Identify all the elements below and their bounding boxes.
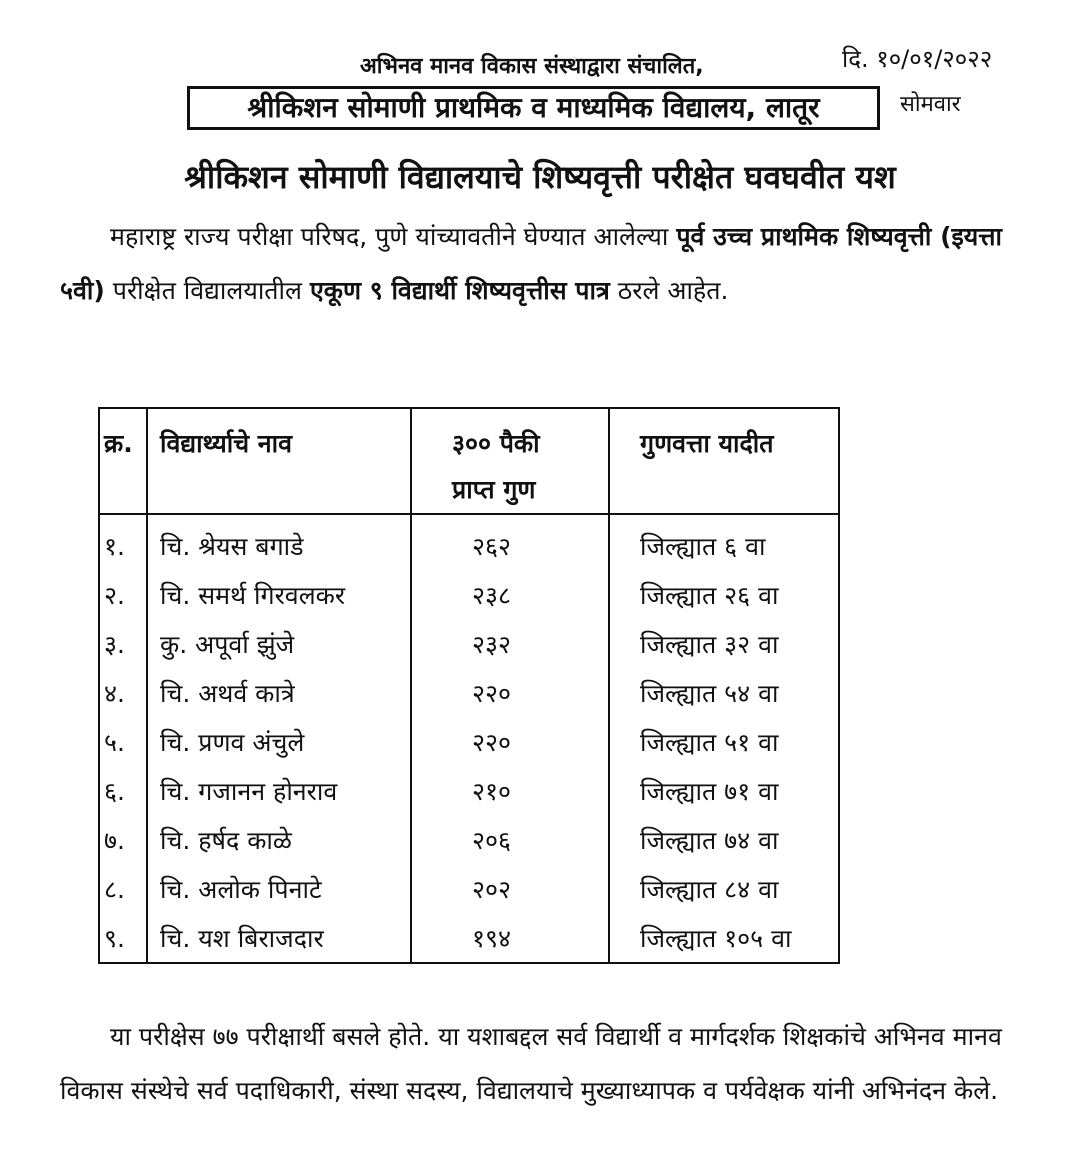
cell-serial: ३. <box>104 629 125 659</box>
cell-merit: जिल्ह्यात ७१ वा <box>609 766 839 815</box>
cell-name: चि. हर्षद काळे <box>147 815 411 864</box>
cell-name: चि. यश बिराजदार <box>147 913 411 963</box>
cell-marks: २६२ <box>411 514 609 570</box>
cell-serial: १. <box>104 531 125 561</box>
intro-text-3: ठरले आहेत. <box>609 276 729 305</box>
cell-marks: २१० <box>411 766 609 815</box>
table-row <box>99 668 839 717</box>
cell-marks: २०२ <box>411 864 609 913</box>
cell-marks: १९४ <box>411 913 609 963</box>
cell-name: चि. गजानन होनराव <box>147 766 411 815</box>
table-row <box>99 913 839 963</box>
cell-marks: २०६ <box>411 815 609 864</box>
cell-merit: जिल्ह्यात ३२ वा <box>609 619 839 668</box>
header-marks-line1: ३०० पैकी <box>452 429 540 458</box>
table-header-row <box>99 408 839 514</box>
cell-merit: जिल्ह्यात २६ वा <box>609 570 839 619</box>
cell-serial: २. <box>104 580 125 610</box>
table-row <box>99 864 839 913</box>
intro-bold-count: एकूण ९ विद्यार्थी शिष्यवृत्तीस पात्र <box>309 276 610 305</box>
cell-serial: ८. <box>104 874 125 904</box>
cell-name: चि. प्रणव अंचुले <box>147 717 411 766</box>
day-text: सोमवार <box>900 92 961 117</box>
cell-merit: जिल्ह्यात ५१ वा <box>609 717 839 766</box>
header-marks <box>411 408 609 514</box>
cell-merit: जिल्ह्यात ८४ वा <box>609 864 839 913</box>
header-marks-line2: प्राप्त गुण <box>452 475 536 504</box>
cell-name: चि. श्रेयस बगाडे <box>147 514 411 570</box>
header-merit: गुणवत्ता यादीत <box>609 408 839 514</box>
intro-paragraph <box>60 210 1030 318</box>
cell-name: चि. अलोक पिनाटे <box>147 864 411 913</box>
cell-name: चि. अथर्व कात्रे <box>147 668 411 717</box>
cell-merit: जिल्ह्यात ५४ वा <box>609 668 839 717</box>
header-student-name: विद्यार्थ्याचे नाव <box>147 408 411 514</box>
cell-serial: ४. <box>104 678 125 708</box>
table-row <box>99 717 839 766</box>
header-serial: क्र. <box>99 408 147 514</box>
table-row <box>99 619 839 668</box>
table-row <box>99 766 839 815</box>
intro-text-2: परीक्षेत विद्यालयातील <box>104 276 310 305</box>
closing-paragraph: या परीक्षेस ७७ परीक्षार्थी बसले होते. या यशाबद्दल सर्व विद्यार्थी व मार्गदर्शक शिक्षकांचे अभिनव मानव विकास संस्थेचे सर्व पदाधिकारी, संस्था सदस्य, विद्यालयाचे मुख्याध्यापक व पर्यवेक्षक यांनी अभिनंदन केले. <box>60 1022 1002 1105</box>
cell-name: कु. अपूर्वा झुंजे <box>147 619 411 668</box>
cell-serial: ७. <box>104 825 125 855</box>
cell-name: चि. समर्थ गिरवलकर <box>147 570 411 619</box>
date-text: दि. १०/०१/२०२२ <box>842 45 993 73</box>
cell-serial: ६. <box>104 776 125 806</box>
intro-bold-exam: पूर्व उच्च प्राथमिक शिष्यवृत्ती (इयत्ता ५वी) <box>60 222 1003 305</box>
organization-line: अभिनव मानव विकास संस्थाद्वारा संचालित, <box>360 54 704 79</box>
school-name-box: श्रीकिशन सोमाणी प्राथमिक व माध्यमिक विद्यालय, लातूर <box>187 86 880 130</box>
table-row <box>99 815 839 864</box>
cell-marks: २२० <box>411 717 609 766</box>
table-row <box>99 570 839 619</box>
cell-marks: २३८ <box>411 570 609 619</box>
cell-serial: ९. <box>104 923 125 953</box>
intro-text-1: महाराष्ट्र राज्य परीक्षा परिषद, पुणे यांच्यावतीने घेण्यात आलेल्या <box>110 222 677 251</box>
cell-marks: २३२ <box>411 619 609 668</box>
cell-merit: जिल्ह्यात ६ वा <box>609 514 839 570</box>
cell-serial: ५. <box>104 727 125 757</box>
cell-merit: जिल्ह्यात ७४ वा <box>609 815 839 864</box>
headline: श्रीकिशन सोमाणी विद्यालयाचे शिष्यवृत्ती परीक्षेत घवघवीत यश <box>184 158 896 196</box>
cell-merit: जिल्ह्यात १०५ वा <box>609 913 839 963</box>
cell-marks: २२० <box>411 668 609 717</box>
results-table <box>98 407 840 964</box>
table-row <box>99 514 839 570</box>
